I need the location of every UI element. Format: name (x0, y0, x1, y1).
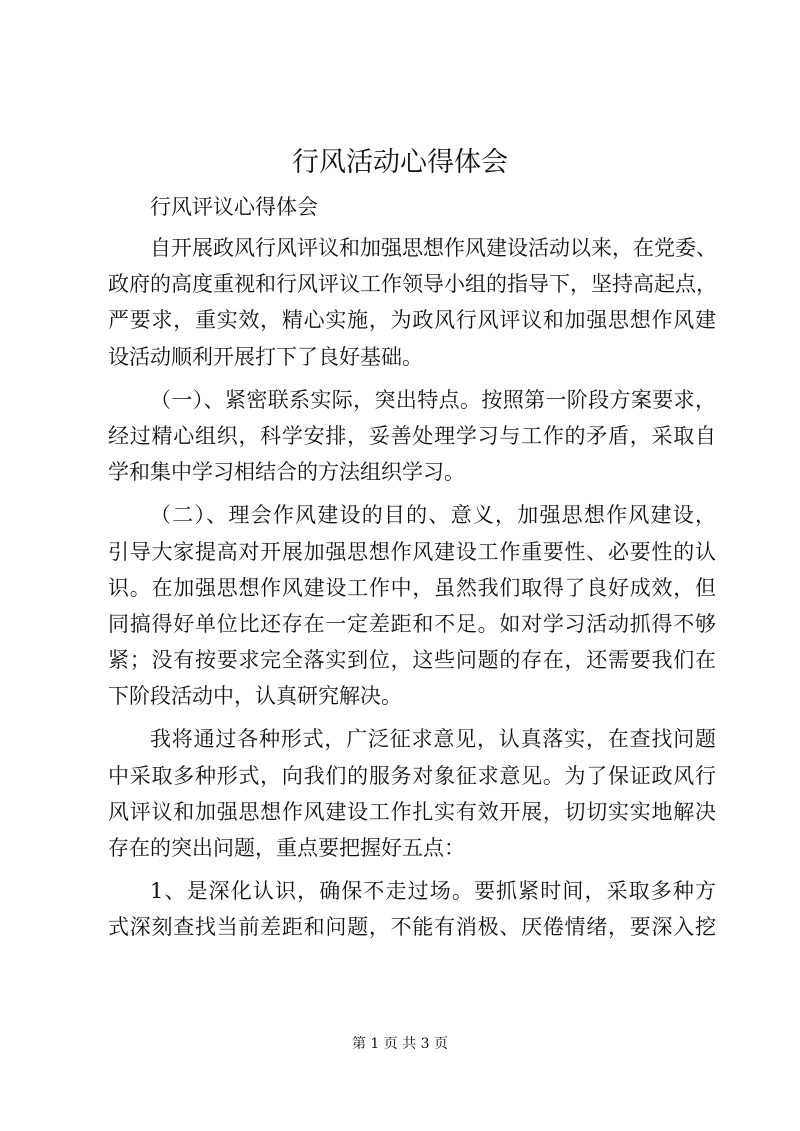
paragraph-line: 引导大家提高对开展加强思想作风建设工作重要性、必要性的认 (108, 539, 716, 564)
paragraph-gap (108, 375, 716, 382)
paragraph-line: 1、是深化认识，确保不走过场。要抓紧时间，采取多种方 (150, 879, 716, 904)
paragraph (108, 230, 716, 375)
document-subtitle: 行风评议心得体会 (150, 195, 318, 219)
paragraph-line: 政府的高度重视和行风评议工作领导小组的指导下，坚持高起点， (108, 272, 717, 297)
document-body (108, 230, 716, 946)
paragraph-line: 自开展政风行风评议和加强思想作风建设活动以来，在党委、 (150, 236, 717, 260)
paragraph-line: 设活动顺利开展打下了良好基础。 (108, 344, 423, 369)
paragraph-line: 风评议和加强思想作风建设工作扎实有效开展，切切实实地解决 (108, 799, 716, 824)
paragraph-line: 紧；没有按要求完全落实到位，这些问题的存在，还需要我们在 (108, 648, 716, 673)
paragraph-line: 识。在加强思想作风建设工作中，虽然我们取得了良好成效，但 (108, 575, 716, 600)
paragraph-line: 中采取多种形式，向我们的服务对象征求意见。为了保证政风行 (108, 763, 716, 788)
paragraph-line: 同搞得好单位比还存在一定差距和不足。如对学习活动抓得不够 (108, 611, 716, 636)
paragraph-line: 学和集中学习相结合的方法组织学习。 (108, 460, 465, 485)
paragraph-line: 存在的突出问题，重点要把握好五点： (108, 836, 465, 860)
paragraph-line: （一）、紧密联系实际，突出特点。按照第一阶段方案要求， (150, 387, 716, 412)
paragraph (108, 497, 716, 714)
paragraph-line: 经过精心组织，科学安排，妥善处理学习与工作的矛盾，采取自 (108, 423, 716, 448)
paragraph (108, 873, 716, 945)
paragraph-line: 严要求，重实效，精心实施，为政风行风评议和加强思想作风建 (108, 308, 716, 333)
page-footer: 第 1 页 共 3 页 (351, 1036, 449, 1052)
paragraph (108, 721, 716, 866)
paragraph-gap (108, 714, 716, 721)
paragraph-gap (108, 490, 716, 497)
paragraph-gap (108, 866, 716, 873)
paragraph-line: 我将通过各种形式，广泛征求意见，认真落实，在查找问题 (150, 727, 716, 752)
paragraph-line: 式深刻查找当前差距和问题，不能有消极、厌倦情绪，要深入挖 (108, 915, 716, 940)
document-title: 行风活动心得体会 (292, 147, 508, 178)
paragraph (108, 382, 716, 491)
paragraph-line: 下阶段活动中，认真研究解决。 (108, 684, 402, 709)
paragraph-line: （二）、理会作风建设的目的、意义，加强思想作风建设， (150, 503, 716, 528)
